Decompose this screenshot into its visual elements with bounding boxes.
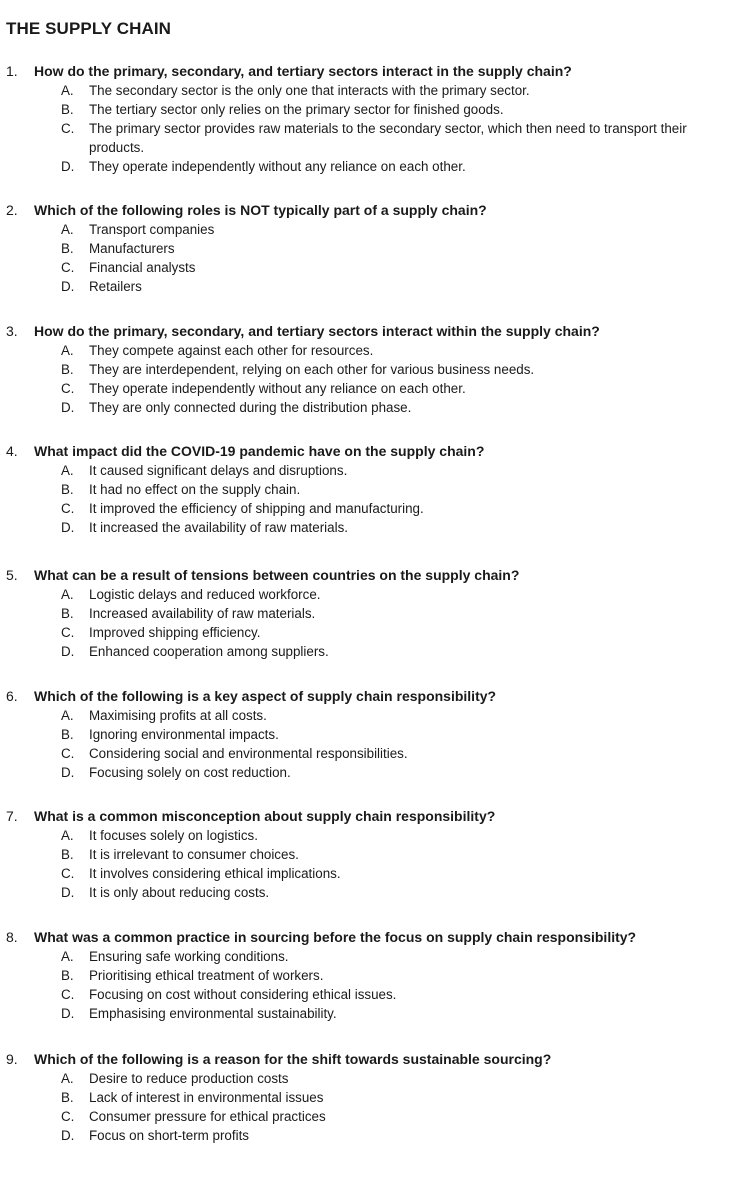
option-letter: D. — [61, 644, 75, 659]
option-text: The tertiary sector only relies on the primary sector for finished goods. — [89, 102, 504, 117]
option-text: Desire to reduce production costs — [89, 1071, 289, 1086]
option-letter: B. — [61, 968, 74, 983]
question-stem — [0, 1049, 749, 1069]
question-text: Which of the following roles is NOT typically part of a supply chain? — [34, 202, 487, 218]
question-number: 8. — [6, 929, 18, 945]
option-text: It involves considering ethical implications. — [89, 866, 341, 881]
option-c — [0, 119, 749, 157]
option-letter: A. — [61, 828, 74, 843]
question-stem — [0, 441, 749, 461]
option-text: Focusing on cost without considering ethical issues. — [89, 987, 397, 1002]
option-text: Logistic delays and reduced workforce. — [89, 587, 321, 602]
question-text: What was a common practice in sourcing before the focus on supply chain responsibility? — [34, 929, 637, 945]
option-text: They operate independently without any reliance on each other. — [89, 159, 466, 174]
option-letter: A. — [61, 463, 74, 478]
question-text: How do the primary, secondary, and tertiary sectors interact within the supply chain? — [34, 323, 600, 339]
option-text: It had no effect on the supply chain. — [89, 482, 301, 497]
question-text: What can be a result of tensions between countries on the supply chain? — [34, 567, 520, 583]
option-a — [0, 461, 749, 480]
option-text: Focus on short-term profits — [89, 1128, 249, 1143]
option-text: Considering social and environmental responsibilities. — [89, 746, 408, 761]
question-5 — [0, 565, 749, 661]
option-letter: D. — [61, 400, 75, 415]
option-text: Retailers — [89, 279, 142, 294]
option-letter: D. — [61, 279, 75, 294]
page-title: THE SUPPLY CHAIN — [6, 19, 172, 38]
option-letter: C. — [61, 625, 75, 640]
option-letter: A. — [61, 949, 74, 964]
question-number: 5. — [6, 567, 18, 583]
option-letter: A. — [61, 587, 74, 602]
option-d — [0, 883, 749, 902]
option-b — [0, 1088, 749, 1107]
option-text: It is only about reducing costs. — [89, 885, 270, 900]
option-text: Ensuring safe working conditions. — [89, 949, 289, 964]
question-stem — [0, 686, 749, 706]
option-c — [0, 985, 749, 1004]
option-text: It focuses solely on logistics. — [89, 828, 258, 843]
option-text: They compete against each other for resources. — [89, 343, 374, 358]
option-b — [0, 845, 749, 864]
option-letter: C. — [61, 746, 75, 761]
question-number: 4. — [6, 443, 18, 459]
option-c — [0, 258, 749, 277]
option-text: It increased the availability of raw materials. — [89, 520, 348, 535]
option-letter: B. — [61, 241, 74, 256]
option-letter: A. — [61, 1071, 74, 1086]
option-a — [0, 81, 749, 100]
option-d — [0, 518, 749, 537]
option-letter: C. — [61, 381, 75, 396]
option-c — [0, 623, 749, 642]
option-d — [0, 398, 749, 417]
question-2 — [0, 200, 749, 296]
question-text: Which of the following is a key aspect of supply chain responsibility? — [34, 688, 497, 704]
option-letter: B. — [61, 102, 74, 117]
option-a — [0, 1069, 749, 1088]
option-d — [0, 763, 749, 782]
option-b — [0, 966, 749, 985]
option-a — [0, 585, 749, 604]
option-a — [0, 341, 749, 360]
option-d — [0, 1004, 749, 1023]
option-text: The primary sector provides raw materials to the secondary sector, which then need to transport their products. — [89, 121, 687, 155]
answer-options — [0, 461, 749, 537]
option-text: Emphasising environmental sustainability. — [89, 1006, 337, 1021]
question-number: 7. — [6, 808, 18, 824]
option-letter: B. — [61, 1090, 74, 1105]
option-b — [0, 725, 749, 744]
option-letter: B. — [61, 362, 74, 377]
answer-options — [0, 947, 749, 1023]
option-b — [0, 480, 749, 499]
question-stem — [0, 806, 749, 826]
option-text: Lack of interest in environmental issues — [89, 1090, 324, 1105]
question-stem — [0, 321, 749, 341]
option-letter: B. — [61, 606, 74, 621]
option-letter: D. — [61, 520, 75, 535]
option-text: Transport companies — [89, 222, 215, 237]
option-c — [0, 864, 749, 883]
option-b — [0, 239, 749, 258]
option-text: Prioritising ethical treatment of workers. — [89, 968, 324, 983]
option-text: They are interdependent, relying on each other for various business needs. — [89, 362, 535, 377]
option-c — [0, 1107, 749, 1126]
option-text: Financial analysts — [89, 260, 196, 275]
option-b — [0, 100, 749, 119]
option-text: The secondary sector is the only one that interacts with the primary sector. — [89, 83, 530, 98]
question-text: What is a common misconception about supply chain responsibility? — [34, 808, 496, 824]
question-1 — [0, 61, 749, 176]
option-letter: A. — [61, 343, 74, 358]
question-7 — [0, 806, 749, 902]
option-text: They are only connected during the distribution phase. — [89, 400, 412, 415]
option-letter: B. — [61, 847, 74, 862]
option-text: Improved shipping efficiency. — [89, 625, 261, 640]
option-text: It improved the efficiency of shipping and manufacturing. — [89, 501, 424, 516]
option-letter: A. — [61, 222, 74, 237]
question-text: How do the primary, secondary, and tertiary sectors interact in the supply chain? — [34, 63, 572, 79]
option-a — [0, 706, 749, 725]
option-letter: C. — [61, 260, 75, 275]
answer-options — [0, 81, 749, 176]
option-letter: C. — [61, 987, 75, 1002]
answer-options — [0, 220, 749, 296]
option-letter: C. — [61, 501, 75, 516]
question-number: 1. — [6, 63, 18, 79]
option-letter: C. — [61, 866, 75, 881]
option-letter: D. — [61, 159, 75, 174]
question-9 — [0, 1049, 749, 1145]
answer-options — [0, 706, 749, 782]
option-a — [0, 947, 749, 966]
answer-options — [0, 1069, 749, 1145]
question-stem — [0, 927, 749, 947]
question-6 — [0, 686, 749, 782]
option-text: Ignoring environmental impacts. — [89, 727, 279, 742]
option-letter: D. — [61, 1006, 75, 1021]
option-letter: B. — [61, 482, 74, 497]
question-number: 3. — [6, 323, 18, 339]
option-d — [0, 642, 749, 661]
question-8 — [0, 927, 749, 1023]
option-letter: D. — [61, 765, 75, 780]
option-text: It caused significant delays and disruptions. — [89, 463, 348, 478]
option-text: They operate independently without any reliance on each other. — [89, 381, 466, 396]
question-number: 6. — [6, 688, 18, 704]
question-text: What impact did the COVID-19 pandemic have on the supply chain? — [34, 443, 485, 459]
option-b — [0, 604, 749, 623]
question-3 — [0, 321, 749, 417]
option-text: Focusing solely on cost reduction. — [89, 765, 291, 780]
option-letter: C. — [61, 121, 75, 136]
question-stem — [0, 200, 749, 220]
question-stem — [0, 61, 749, 81]
option-text: Enhanced cooperation among suppliers. — [89, 644, 329, 659]
option-text: It is irrelevant to consumer choices. — [89, 847, 299, 862]
option-letter: D. — [61, 885, 75, 900]
option-text: Manufacturers — [89, 241, 175, 256]
option-d — [0, 277, 749, 296]
answer-options — [0, 585, 749, 661]
option-text: Maximising profits at all costs. — [89, 708, 267, 723]
question-number: 2. — [6, 202, 18, 218]
option-letter: C. — [61, 1109, 75, 1124]
option-text: Consumer pressure for ethical practices — [89, 1109, 326, 1124]
option-letter: A. — [61, 83, 74, 98]
option-letter: B. — [61, 727, 74, 742]
question-4 — [0, 441, 749, 537]
answer-options — [0, 826, 749, 902]
question-text: Which of the following is a reason for the shift towards sustainable sourcing? — [34, 1051, 552, 1067]
option-a — [0, 826, 749, 845]
option-text: Increased availability of raw materials. — [89, 606, 316, 621]
option-d — [0, 157, 749, 176]
option-letter: D. — [61, 1128, 75, 1143]
option-letter: A. — [61, 708, 74, 723]
option-d — [0, 1126, 749, 1145]
answer-options — [0, 341, 749, 417]
question-stem — [0, 565, 749, 585]
option-a — [0, 220, 749, 239]
question-number: 9. — [6, 1051, 18, 1067]
option-b — [0, 360, 749, 379]
option-c — [0, 379, 749, 398]
option-c — [0, 499, 749, 518]
option-c — [0, 744, 749, 763]
